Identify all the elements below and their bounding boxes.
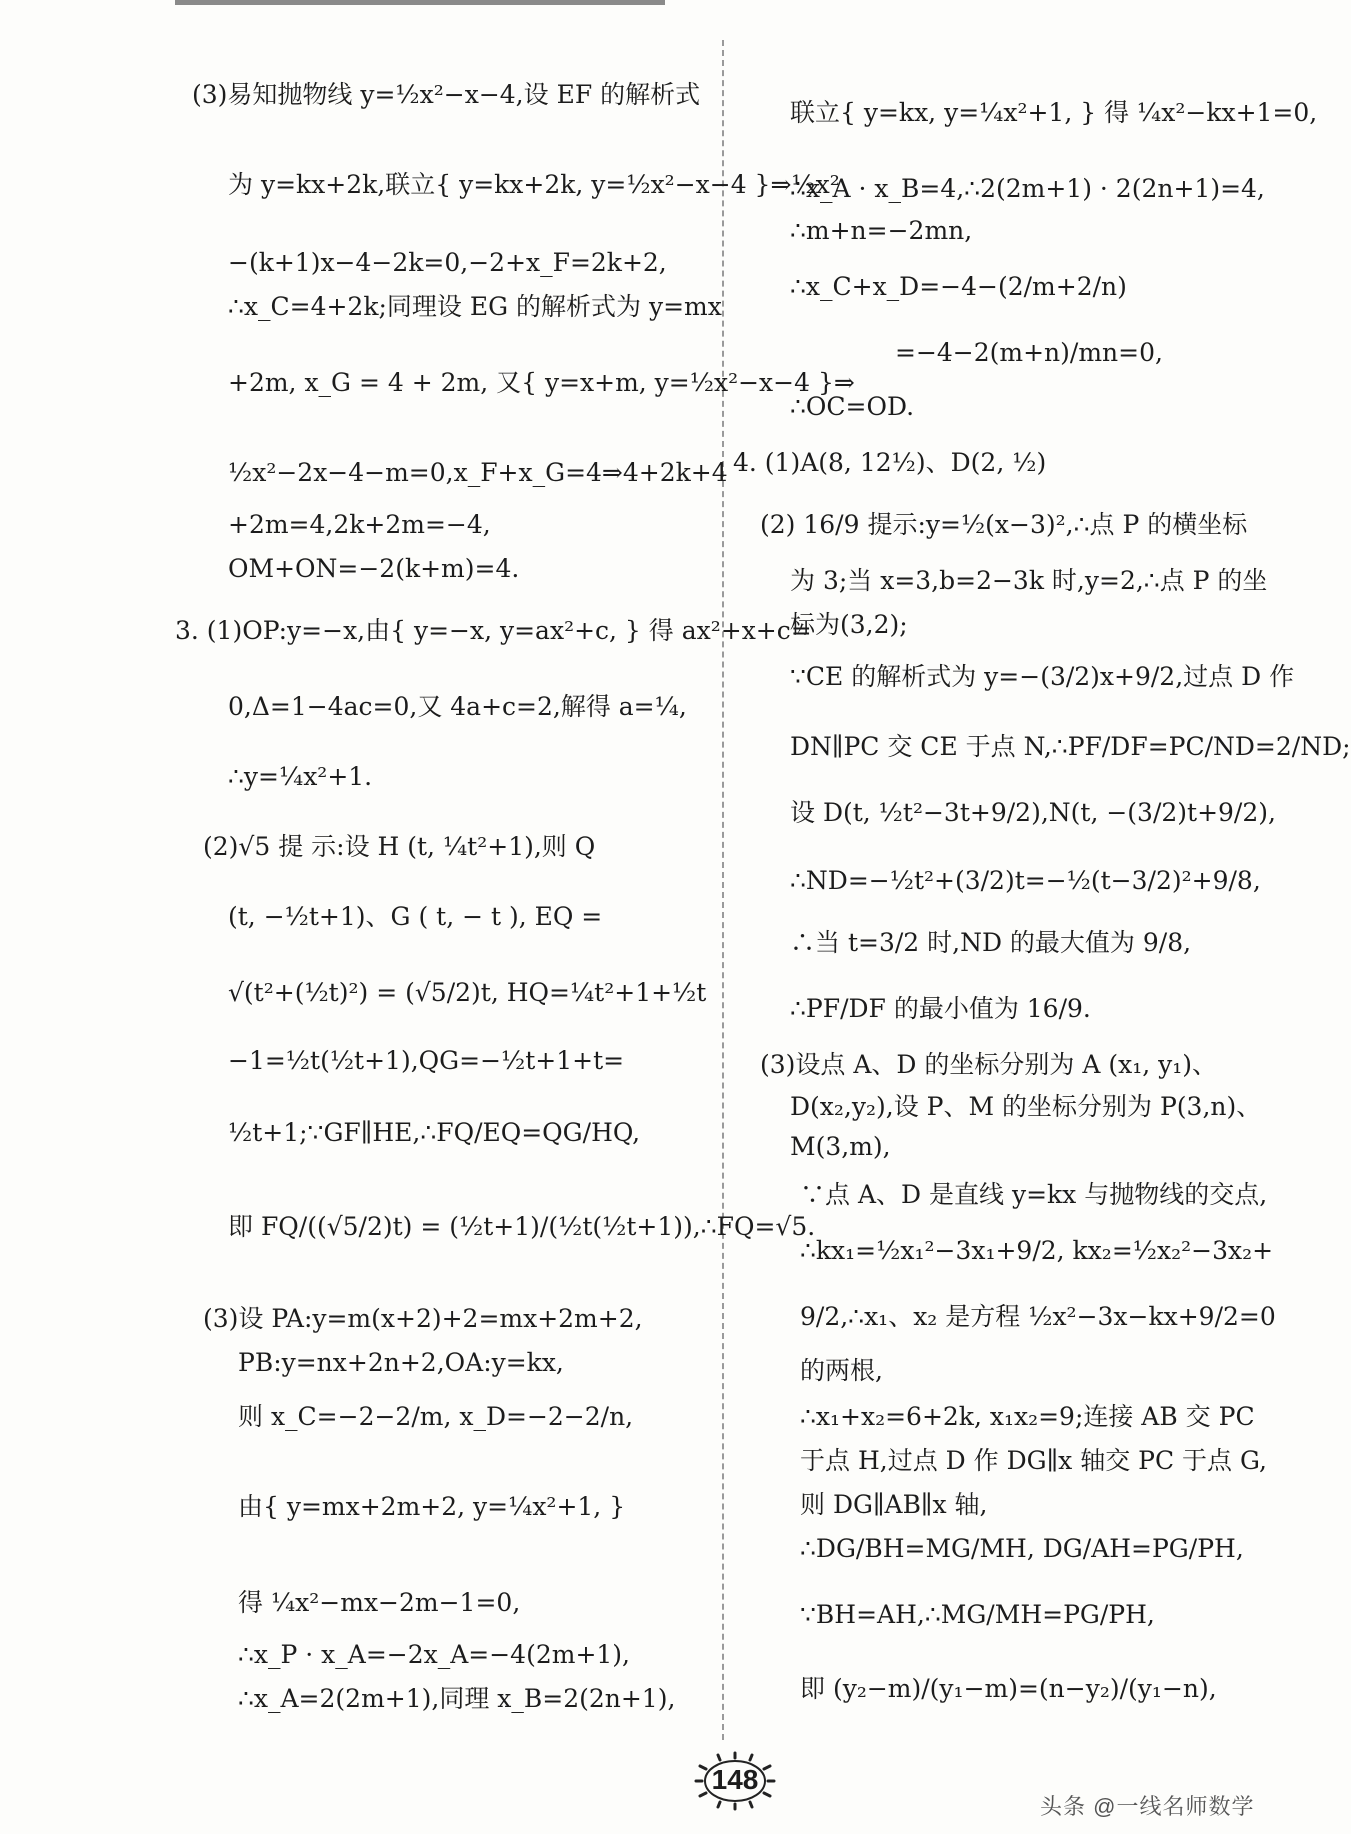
text-line: 9/2,∴x₁、x₂ 是方程 ½x²−3x−kx+9/2=0 bbox=[800, 1302, 1276, 1331]
text-line: ∴kx₁=½x₁²−3x₁+9/2, kx₂=½x₂²−3x₂+ bbox=[800, 1236, 1274, 1265]
text-line: 的两根, bbox=[800, 1356, 883, 1385]
text-line: ∴ND=−½t²+(3/2)t=−½(t−3/2)²+9/8, bbox=[790, 866, 1261, 895]
question-3-part-1: 3. (1)OP:y=−x,由{ y=−x, y=ax²+c, } 得 ax²+x+c= bbox=[175, 616, 812, 645]
text-line: ∴当 t=3/2 时,ND 的最大值为 9/8, bbox=[790, 928, 1192, 957]
text-line: +2m, x_G = 4 + 2m, 又{ y=x+m, y=½x²−x−4 }⇒ bbox=[228, 368, 855, 397]
text-line: OM+ON=−2(k+m)=4. bbox=[228, 554, 520, 583]
text-line: (2)√5 提 示:设 H (t, ¼t²+1),则 Q bbox=[203, 832, 596, 861]
text-line: 即 FQ/((√5/2)t) = (½t+1)/(½t(½t+1)),∴FQ=√5. bbox=[228, 1212, 816, 1241]
text-line: 则 DG∥AB∥x 轴, bbox=[800, 1490, 988, 1519]
text-line: (3)易知抛物线 y=½x²−x−4,设 EF 的解析式 bbox=[192, 80, 701, 109]
text-line: ½x²−2x−4−m=0,x_F+x_G=4⇒4+2k+4 bbox=[228, 458, 728, 487]
text-line: 由{ y=mx+2m+2, y=¼x²+1, } bbox=[238, 1492, 626, 1521]
text-line: (3)设 PA:y=m(x+2)+2=mx+2m+2, bbox=[203, 1304, 643, 1333]
text-line: 为 3;当 x=3,b=2−3k 时,y=2,∴点 P 的坐 bbox=[790, 566, 1268, 595]
text-line: ∴x_C=4+2k;同理设 EG 的解析式为 y=mx bbox=[228, 292, 722, 321]
column-divider bbox=[722, 40, 724, 1740]
top-border-rule bbox=[175, 0, 665, 5]
text-line: ∵点 A、D 是直线 y=kx 与抛物线的交点, bbox=[800, 1180, 1268, 1209]
text-line: −(k+1)x−4−2k=0,−2+x_F=2k+2, bbox=[228, 248, 667, 277]
text-line: (3)设点 A、D 的坐标分别为 A (x₁, y₁)、 bbox=[760, 1050, 1218, 1079]
text-line: (t, −½t+1)、G ( t, − t ), EQ = bbox=[228, 902, 603, 931]
text-line: 设 D(t, ½t²−3t+9/2),N(t, −(3/2)t+9/2), bbox=[790, 798, 1276, 827]
text-line: 即 (y₂−m)/(y₁−m)=(n−y₂)/(y₁−n), bbox=[800, 1674, 1217, 1703]
text-line: ½t+1;∵GF∥HE,∴FQ/EQ=QG/HQ, bbox=[228, 1118, 641, 1147]
text-line: 为 y=kx+2k,联立{ y=kx+2k, y=½x²−x−4 }⇒½x² bbox=[228, 170, 840, 199]
watermark: 头条 @一线名师数学 bbox=[1040, 1794, 1255, 1819]
text-line: ∴x₁+x₂=6+2k, x₁x₂=9;连接 AB 交 PC bbox=[800, 1402, 1255, 1431]
text-line: ∴PF/DF 的最小值为 16/9. bbox=[790, 994, 1091, 1023]
text-line: ∴x_C+x_D=−4−(2/m+2/n) bbox=[790, 272, 1127, 301]
text-line: 0,Δ=1−4ac=0,又 4a+c=2,解得 a=¼, bbox=[228, 692, 687, 721]
text-line: ∴x_P · x_A=−2x_A=−4(2m+1), bbox=[238, 1640, 630, 1669]
text-line: √(t²+(½t)²) = (√5/2)t, HQ=¼t²+1+½t bbox=[228, 978, 707, 1007]
text-line: 则 x_C=−2−2/m, x_D=−2−2/n, bbox=[238, 1402, 634, 1431]
text-line: ∴x_A=2(2m+1),同理 x_B=2(2n+1), bbox=[238, 1684, 676, 1713]
text-line: 联立{ y=kx, y=¼x²+1, } 得 ¼x²−kx+1=0, bbox=[790, 98, 1318, 127]
text-line: ∵BH=AH,∴MG/MH=PG/PH, bbox=[800, 1600, 1155, 1629]
text-line: 标为(3,2); bbox=[790, 610, 908, 639]
text-line: PB:y=nx+2n+2,OA:y=kx, bbox=[238, 1348, 564, 1377]
text-line: 得 ¼x²−mx−2m−1=0, bbox=[238, 1588, 521, 1617]
text-line: ∴DG/BH=MG/MH, DG/AH=PG/PH, bbox=[800, 1534, 1244, 1563]
text-line: M(3,m), bbox=[790, 1132, 891, 1161]
text-line: +2m=4,2k+2m=−4, bbox=[228, 510, 491, 539]
page-number: 148 bbox=[711, 1764, 759, 1795]
text-line: =−4−2(m+n)/mn=0, bbox=[895, 338, 1163, 367]
text-line: (2) 16/9 提示:y=½(x−3)²,∴点 P 的横坐标 bbox=[760, 510, 1248, 539]
text-line: ∴y=¼x²+1. bbox=[228, 762, 373, 791]
text-line: DN∥PC 交 CE 于点 N,∴PF/DF=PC/ND=2/ND; bbox=[790, 732, 1351, 761]
text-line: ∵CE 的解析式为 y=−(3/2)x+9/2,过点 D 作 bbox=[790, 662, 1295, 691]
question-4-part-1: 4. (1)A(8, 12½)、D(2, ½) bbox=[733, 448, 1047, 477]
text-line: 于点 H,过点 D 作 DG∥x 轴交 PC 于点 G, bbox=[800, 1446, 1268, 1475]
text-line: ∴x_A · x_B=4,∴2(2m+1) · 2(2n+1)=4, bbox=[790, 174, 1265, 203]
text-line: ∴m+n=−2mn, bbox=[790, 216, 973, 245]
text-line: ∴OC=OD. bbox=[790, 392, 915, 421]
text-line: D(x₂,y₂),设 P、M 的坐标分别为 P(3,n)、 bbox=[790, 1092, 1262, 1121]
text-line: −1=½t(½t+1),QG=−½t+1+t= bbox=[228, 1046, 625, 1075]
